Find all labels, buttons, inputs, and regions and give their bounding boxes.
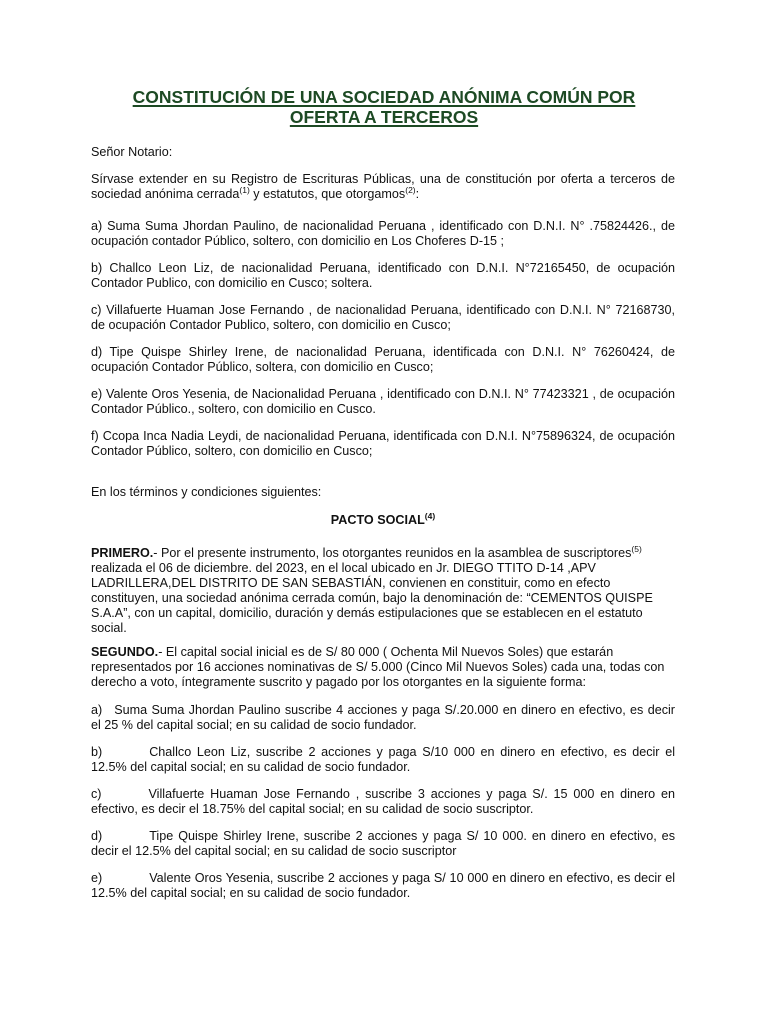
footnote-ref-2: (2) bbox=[405, 184, 416, 195]
clause-segundo bbox=[91, 645, 675, 690]
clause-primero-label: PRIMERO. bbox=[91, 546, 154, 560]
intro-paragraph bbox=[91, 172, 675, 202]
grantor-item-e: e) Valente Oros Yesenia, de Nacionalidad Peruana , identificado con D.N.I. N° 77423321 , de ocupación Contador Público., soltero, con domicilio en Cusco. bbox=[91, 387, 675, 416]
subscription-letter: a) bbox=[91, 703, 103, 717]
intro-text-2: y estatutos, que otorgamos bbox=[249, 187, 406, 201]
grantor-item-d: d) Tipe Quispe Shirley Irene, de nacionalidad Peruana, identificada con D.N.I. N° 76260424, de ocupación Contador Público, soltera, con domicilio en Cusco; bbox=[91, 345, 675, 374]
subscription-letter: c) bbox=[91, 787, 102, 801]
subscription-text: Valente Oros Yesenia, suscribe 2 acciones y paga S/ 10 000 en dinero en efectivo, es decir el 12.5% del capital social; en su calidad de socio fundador. bbox=[91, 871, 675, 900]
clause-segundo-text: - El capital social inicial es de S/ 80 000 ( Ochenta Mil Nuevos Soles) que estarán representados por 16 acciones nominativas de S/ 5.000 (Cinco Mil Nuevos Soles) cada una, todas con derecho a voto, íntegramente suscrito y pagado por los otorgantes en la siguiente forma: bbox=[91, 645, 665, 689]
footnote-ref-5: (5) bbox=[631, 543, 642, 554]
pacto-social-heading bbox=[91, 510, 675, 528]
grantor-item-a: a) Suma Suma Jhordan Paulino, de nacionalidad Peruana , identificado con D.N.I. N° .75824426., de ocupación contador Público, soltero, con domicilio en Los Choferes D-15 ; bbox=[91, 219, 675, 248]
terms-intro: En los términos y condiciones siguientes: bbox=[91, 485, 322, 499]
subscription-item-c bbox=[91, 787, 675, 817]
document-title bbox=[90, 87, 678, 127]
subscription-text: Challco Leon Liz, suscribe 2 acciones y paga S/10 000 en dinero en efectivo, es decir el 12.5% del capital social; en su calidad de socio fundador. bbox=[91, 745, 675, 774]
intro-text-3: : bbox=[415, 187, 420, 201]
title-line-1: CONSTITUCIÓN DE UNA SOCIEDAD ANÓNIMA COMÚN POR bbox=[132, 87, 636, 107]
grantor-item-b: b) Challco Leon Liz, de nacionalidad Peruana, identificado con D.N.I. N°72165450, de ocupación Contador Publico, con domicilio en Cusco; soltera. bbox=[91, 261, 675, 290]
subscription-text: Tipe Quispe Shirley Irene, suscribe 2 acciones y paga S/ 10 000. en dinero en efectivo, es decir el 12.5% del capital social; en su calidad de socio suscriptor bbox=[91, 829, 675, 858]
grantor-item-f: f) Ccopa Inca Nadia Leydi, de nacionalidad Peruana, identificada con D.N.I. N°75896324, de ocupación Contador Público, soltero, con domicilio en Cusco; bbox=[91, 429, 675, 458]
subscription-item-a bbox=[91, 703, 675, 733]
intro-text-1: Sírvase extender en su Registro de Escrituras Públicas, una de constitución por oferta a terceros de sociedad anónima cerrada bbox=[91, 172, 675, 201]
subscription-letter: b) bbox=[91, 745, 103, 759]
pacto-social-title: PACTO SOCIAL bbox=[330, 513, 425, 527]
subscription-letter: d) bbox=[91, 829, 103, 843]
salutation: Señor Notario: bbox=[91, 145, 173, 159]
subscription-text: Suma Suma Jhordan Paulino suscribe 4 acciones y paga S/.20.000 en dinero en efectivo, es decir el 25 % del capital social; en su calidad de socio fundador. bbox=[91, 703, 675, 732]
footnote-ref-1: (1) bbox=[239, 184, 250, 195]
clause-primero bbox=[91, 543, 675, 636]
subscription-item-d bbox=[91, 829, 675, 859]
clause-segundo-label: SEGUNDO. bbox=[91, 645, 159, 659]
grantor-item-c: c) Villafuerte Huaman Jose Fernando , de nacionalidad Peruana, identificado con D.N.I. N° 72168730, de ocupación Contador Publico, soltero, con domicilio en Cusco; bbox=[91, 303, 675, 332]
title-line-2: OFERTA A TERCEROS bbox=[289, 107, 479, 127]
clause-primero-text: realizada el 06 de diciembre. del 2023, en el local ubicado en Jr. DIEGO TTITO D-14 ,APV LADRILLERA,DEL DISTRITO DE SAN SEBASTIÁN, convienen en constituir, como en efecto constituyen, una sociedad anónima cerrada común, bajo la denominación de: “CEMENTOS QUISPE S.A.A”, con un capital, domicilio, duración y demás estipulaciones que se establecen en el estatuto social. bbox=[91, 561, 653, 635]
subscription-item-e bbox=[91, 871, 675, 901]
clause-primero-line1: - Por el presente instrumento, los otorgantes reunidos en la asamblea de suscriptores bbox=[153, 546, 632, 560]
subscription-letter: e) bbox=[91, 871, 103, 885]
subscription-item-b bbox=[91, 745, 675, 775]
subscription-text: Villafuerte Huaman Jose Fernando , suscribe 3 acciones y paga S/. 15 000 en dinero en efectivo, es decir el 18.75% del capital social; en su calidad de socio suscriptor. bbox=[91, 787, 675, 816]
footnote-ref-4: (4) bbox=[424, 510, 436, 521]
